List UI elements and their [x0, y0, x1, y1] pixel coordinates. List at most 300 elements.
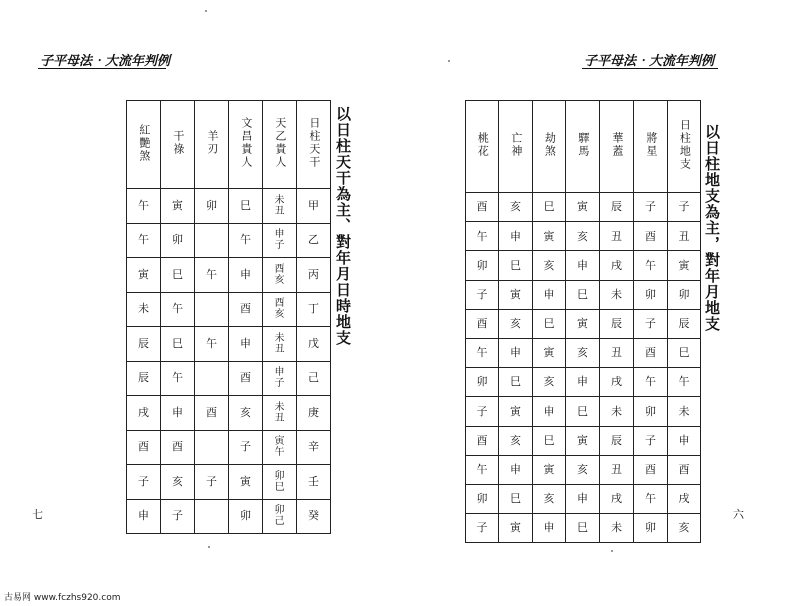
right-page-number: 六 — [733, 508, 744, 521]
cell-value: 癸 — [308, 509, 319, 523]
table-cell — [466, 484, 499, 513]
table-cell — [263, 327, 297, 362]
table-cell — [634, 368, 668, 397]
column-header — [161, 101, 195, 189]
cell-value: 酉 — [476, 200, 488, 214]
column-header-label: 將星 — [644, 132, 658, 159]
cell-value: 卯 — [476, 375, 488, 389]
cell-value: 卯巳 — [274, 470, 285, 493]
cell-value: 午 — [172, 302, 183, 316]
cell-value: 卯 — [645, 521, 656, 535]
table-row — [466, 280, 701, 309]
table-cell — [297, 327, 331, 362]
cell-value: 亥 — [543, 258, 555, 272]
cell-value: 寅 — [577, 433, 588, 447]
cell-value: 寅 — [138, 267, 149, 281]
cell-value: 酉亥 — [274, 298, 285, 321]
table-cell — [466, 514, 499, 543]
table-cell — [229, 223, 263, 258]
cell-value: 亥 — [577, 463, 588, 476]
cell-value: 申 — [543, 287, 555, 301]
cell-value: 寅 — [577, 317, 588, 331]
cell-value: 午 — [476, 346, 488, 360]
column-header-label: 劫煞 — [543, 132, 557, 159]
cell-value: 午 — [138, 233, 149, 247]
cell-value: 巳 — [510, 375, 521, 389]
cell-value: 午 — [678, 375, 690, 389]
table-cell — [668, 309, 701, 338]
cell-value: 子 — [476, 404, 488, 418]
table-row — [127, 327, 331, 362]
table-cell — [195, 189, 229, 224]
table-cell — [161, 396, 195, 431]
cell-value: 亥 — [577, 229, 588, 243]
table-cell — [668, 484, 701, 513]
table-cell — [297, 396, 331, 431]
table-cell — [466, 338, 499, 367]
column-header-label: 桃花 — [476, 132, 490, 159]
cell-value: 亥 — [510, 200, 521, 214]
table-cell — [668, 455, 701, 484]
table-cell — [229, 499, 263, 534]
cell-value: 申子 — [274, 229, 285, 252]
cell-value: 申 — [577, 492, 588, 506]
cell-value: 巳 — [577, 287, 588, 301]
table-cell — [466, 251, 499, 280]
table-cell — [229, 396, 263, 431]
cell-value: 寅 — [510, 404, 521, 418]
right-running-header: 子平母法‧大流年判例 — [584, 54, 715, 69]
cell-value: 酉 — [476, 433, 488, 447]
table-cell — [297, 361, 331, 396]
table-cell — [499, 222, 533, 251]
cell-value: 子 — [476, 287, 488, 301]
cell-value: 申 — [240, 267, 251, 281]
cell-value: 午 — [476, 463, 488, 476]
cell-value: 酉 — [240, 302, 251, 316]
cell-value: 戌 — [611, 258, 622, 272]
table-cell — [600, 514, 634, 543]
table-cell — [161, 189, 195, 224]
left-page-number: 七 — [32, 508, 43, 521]
cell-value: 亥 — [543, 492, 555, 506]
scan-speck — [205, 10, 207, 12]
left-vertical-title: 以日柱天干為主、對年月日時地支 — [334, 106, 352, 346]
cell-value: 辰 — [138, 371, 149, 385]
cell-value: 未丑 — [274, 332, 285, 355]
table-cell — [566, 484, 600, 513]
cell-value: 寅 — [240, 474, 251, 488]
table-cell — [297, 465, 331, 500]
cell-value: 申 — [543, 404, 555, 418]
cell-value: 酉 — [172, 440, 183, 454]
table-row — [466, 309, 701, 338]
cell-value: 酉 — [678, 463, 690, 476]
table-cell — [195, 430, 229, 465]
table-cell — [499, 193, 533, 222]
cell-value: 未 — [611, 404, 622, 418]
cell-value: 申 — [510, 346, 521, 360]
cell-value: 甲 — [308, 198, 319, 212]
cell-value: 巳 — [577, 404, 588, 418]
right-vertical-title: 以日柱地支為主，對年月地支 — [703, 124, 721, 332]
table-cell — [229, 361, 263, 396]
table-row — [127, 258, 331, 293]
cell-value: 子 — [678, 200, 690, 214]
table-cell — [566, 251, 600, 280]
table-cell — [566, 368, 600, 397]
table-cell — [229, 292, 263, 327]
table-row — [127, 499, 331, 534]
cell-value: 申 — [510, 229, 521, 243]
cell-value: 丑 — [611, 346, 622, 360]
cell-value: 壬 — [308, 474, 319, 488]
cell-value: 未 — [678, 404, 690, 418]
table-cell — [634, 484, 668, 513]
cell-value: 卯己 — [274, 505, 285, 528]
table-cell — [634, 397, 668, 426]
table-cell — [533, 368, 566, 397]
cell-value: 亥 — [510, 317, 521, 331]
cell-value: 未丑 — [274, 401, 285, 424]
table-cell — [600, 397, 634, 426]
cell-value: 亥 — [240, 405, 251, 419]
table-cell — [634, 251, 668, 280]
column-header — [600, 101, 634, 193]
table-cell — [499, 368, 533, 397]
cell-value: 丑 — [678, 229, 690, 243]
cell-value: 戊 — [308, 336, 319, 350]
cell-value: 丁 — [308, 302, 319, 316]
cell-value: 巳 — [172, 267, 183, 281]
table-cell — [195, 258, 229, 293]
cell-value: 亥 — [510, 433, 521, 447]
cell-value: 寅午 — [274, 436, 285, 459]
table-cell — [466, 455, 499, 484]
cell-value: 申 — [577, 375, 588, 389]
table-row — [127, 292, 331, 327]
column-header — [195, 101, 229, 189]
cell-value: 巳 — [678, 346, 690, 360]
table-cell — [566, 222, 600, 251]
table-cell — [161, 258, 195, 293]
cell-value: 子 — [240, 440, 251, 454]
cell-value: 子 — [172, 509, 183, 523]
table-row — [127, 223, 331, 258]
cell-value: 亥 — [172, 474, 183, 488]
cell-value: 巳 — [240, 198, 251, 212]
cell-value: 寅 — [678, 258, 690, 272]
table-cell — [566, 280, 600, 309]
cell-value: 子 — [206, 474, 217, 488]
table-cell — [600, 193, 634, 222]
cell-value: 丙 — [308, 267, 319, 281]
table-row — [466, 397, 701, 426]
table-cell — [127, 292, 161, 327]
column-header-label: 干祿 — [171, 130, 185, 157]
table-cell — [161, 292, 195, 327]
table-cell — [127, 189, 161, 224]
table-cell — [466, 280, 499, 309]
table-cell — [499, 251, 533, 280]
cell-value: 子 — [645, 200, 656, 214]
table-cell — [263, 499, 297, 534]
cell-value: 申 — [510, 463, 521, 476]
cell-value: 子 — [138, 474, 149, 488]
table-cell — [499, 484, 533, 513]
table-cell — [229, 327, 263, 362]
column-header-label: 日柱天干 — [307, 117, 321, 170]
column-header — [466, 101, 499, 193]
table-row — [127, 465, 331, 500]
table-cell — [499, 338, 533, 367]
cell-value: 丑 — [611, 229, 622, 243]
table-cell — [127, 223, 161, 258]
cell-value: 寅 — [577, 200, 588, 214]
cell-value: 庚 — [308, 405, 319, 419]
table-cell — [466, 309, 499, 338]
table-cell — [127, 465, 161, 500]
table-cell — [634, 455, 668, 484]
table-row — [466, 251, 701, 280]
cell-value: 卯 — [240, 509, 251, 523]
table-cell — [499, 397, 533, 426]
cell-value: 午 — [206, 336, 217, 350]
cell-value: 酉亥 — [274, 263, 285, 286]
table-cell — [600, 338, 634, 367]
table-cell — [263, 223, 297, 258]
cell-value: 午 — [138, 198, 149, 212]
table-cell — [600, 484, 634, 513]
table-cell — [161, 361, 195, 396]
table-cell — [533, 338, 566, 367]
scan-speck — [208, 546, 210, 548]
cell-value: 卯 — [678, 287, 690, 301]
column-header — [127, 101, 161, 189]
cell-value: 酉 — [206, 405, 217, 419]
column-header-label: 華蓋 — [610, 132, 624, 159]
table-row — [127, 396, 331, 431]
cell-value: 戌 — [611, 492, 622, 506]
table-cell — [600, 368, 634, 397]
cell-value: 寅 — [172, 198, 183, 212]
cell-value: 申 — [138, 509, 149, 523]
table-cell — [195, 396, 229, 431]
table-cell — [297, 292, 331, 327]
table-cell — [127, 430, 161, 465]
table-cell — [263, 189, 297, 224]
cell-value: 亥 — [577, 346, 588, 360]
cell-value: 午 — [645, 258, 656, 272]
table-cell — [161, 327, 195, 362]
cell-value: 未 — [611, 287, 622, 301]
table-cell — [533, 193, 566, 222]
cell-value: 亥 — [543, 375, 555, 389]
table-cell — [297, 499, 331, 534]
cell-value: 辰 — [611, 317, 622, 331]
table-cell — [229, 465, 263, 500]
table-row — [127, 189, 331, 224]
cell-value: 卯 — [645, 287, 656, 301]
cell-value: 酉 — [476, 317, 488, 331]
cell-value: 丑 — [611, 463, 622, 476]
table-cell — [161, 223, 195, 258]
table-cell — [600, 309, 634, 338]
column-header — [263, 101, 297, 189]
cell-value: 戌 — [611, 375, 622, 389]
cell-value: 午 — [172, 371, 183, 385]
left-running-header: 子平母法‧大流年判例 — [40, 54, 171, 69]
cell-value: 辛 — [308, 440, 319, 454]
table-cell — [668, 193, 701, 222]
cell-value: 己 — [308, 371, 319, 385]
left-header-rule — [38, 68, 166, 69]
table-cell — [634, 222, 668, 251]
cell-value: 午 — [645, 492, 656, 506]
table-cell — [229, 258, 263, 293]
table-cell — [634, 280, 668, 309]
cell-value: 申子 — [274, 367, 285, 390]
table-cell — [263, 465, 297, 500]
cell-value: 酉 — [645, 346, 656, 360]
table-cell — [127, 396, 161, 431]
cell-value: 酉 — [645, 463, 656, 476]
table-cell — [229, 430, 263, 465]
cell-value: 午 — [206, 267, 217, 281]
cell-value: 辰 — [678, 317, 690, 331]
table-cell — [466, 397, 499, 426]
cell-value: 卯 — [645, 404, 656, 418]
table-cell — [668, 251, 701, 280]
table-cell — [195, 465, 229, 500]
table-cell — [533, 455, 566, 484]
cell-value: 子 — [476, 521, 488, 535]
table-cell — [566, 426, 600, 455]
cell-value: 卯 — [172, 233, 183, 247]
table-cell — [566, 193, 600, 222]
column-header-label: 羊刃 — [205, 130, 219, 157]
table-cell — [668, 397, 701, 426]
table-cell — [600, 426, 634, 455]
table-row — [466, 484, 701, 513]
column-header-label: 驛馬 — [576, 132, 590, 159]
cell-value: 申 — [678, 433, 690, 447]
table-cell — [499, 514, 533, 543]
cell-value: 午 — [240, 233, 251, 247]
cell-value: 卯 — [476, 258, 488, 272]
table-cell — [263, 258, 297, 293]
table-cell — [634, 193, 668, 222]
table-cell — [297, 258, 331, 293]
table-cell — [533, 484, 566, 513]
table-cell — [566, 397, 600, 426]
cell-value: 巳 — [510, 492, 521, 506]
cell-value: 未丑 — [274, 194, 285, 217]
cell-value: 申 — [543, 521, 555, 535]
table-row — [466, 338, 701, 367]
table-cell — [566, 338, 600, 367]
cell-value: 子 — [645, 317, 656, 331]
cell-value: 戌 — [678, 492, 690, 506]
column-header-label: 文昌貴人 — [239, 117, 253, 170]
cell-value: 巳 — [577, 521, 588, 535]
table-cell — [466, 368, 499, 397]
table-cell — [127, 361, 161, 396]
footer-watermark: 古易网 www.fczhs920.com — [4, 593, 121, 603]
table-cell — [195, 223, 229, 258]
cell-value: 巳 — [543, 200, 555, 214]
table-cell — [229, 189, 263, 224]
table-cell — [668, 514, 701, 543]
table-cell — [566, 309, 600, 338]
cell-value: 辰 — [138, 336, 149, 350]
column-header — [668, 101, 701, 193]
column-header-label: 亡神 — [509, 132, 523, 159]
table-cell — [634, 514, 668, 543]
column-header — [566, 101, 600, 193]
table-row — [466, 514, 701, 543]
table-cell — [263, 430, 297, 465]
column-header-label: 日柱地支 — [678, 119, 692, 172]
cell-value: 未 — [138, 302, 149, 316]
table-row — [466, 368, 701, 397]
column-header — [499, 101, 533, 193]
cell-value: 戌 — [138, 405, 149, 419]
cell-value: 未 — [611, 521, 622, 535]
table-cell — [533, 251, 566, 280]
table-cell — [127, 258, 161, 293]
table-cell — [600, 280, 634, 309]
table-cell — [634, 338, 668, 367]
table-cell — [668, 222, 701, 251]
column-header — [533, 101, 566, 193]
column-header-label: 紅艷煞 — [137, 123, 151, 163]
table-row — [466, 455, 701, 484]
column-header-label: 天乙貴人 — [273, 117, 287, 170]
cell-value: 酉 — [138, 440, 149, 454]
cell-value: 寅 — [543, 229, 555, 243]
table-cell — [634, 426, 668, 455]
cell-value: 酉 — [240, 371, 251, 385]
cell-value: 巳 — [172, 336, 183, 350]
cell-value: 申 — [172, 405, 183, 419]
cell-value: 午 — [645, 375, 656, 389]
table-cell — [533, 514, 566, 543]
table-cell — [127, 499, 161, 534]
scan-speck — [448, 60, 450, 62]
table-row — [127, 361, 331, 396]
cell-value: 寅 — [510, 521, 521, 535]
cell-value: 寅 — [543, 463, 555, 476]
table-cell — [297, 430, 331, 465]
table-cell — [195, 327, 229, 362]
left-table — [126, 100, 331, 534]
table-cell — [499, 280, 533, 309]
table-cell — [263, 292, 297, 327]
table-row — [127, 430, 331, 465]
table-cell — [466, 426, 499, 455]
cell-value: 巳 — [510, 258, 521, 272]
right-table — [465, 100, 701, 543]
table-cell — [668, 426, 701, 455]
table-cell — [466, 222, 499, 251]
table-cell — [600, 251, 634, 280]
table-cell — [499, 455, 533, 484]
cell-value: 午 — [476, 229, 488, 243]
cell-value: 辰 — [611, 200, 622, 214]
cell-value: 申 — [577, 258, 588, 272]
table-cell — [161, 430, 195, 465]
